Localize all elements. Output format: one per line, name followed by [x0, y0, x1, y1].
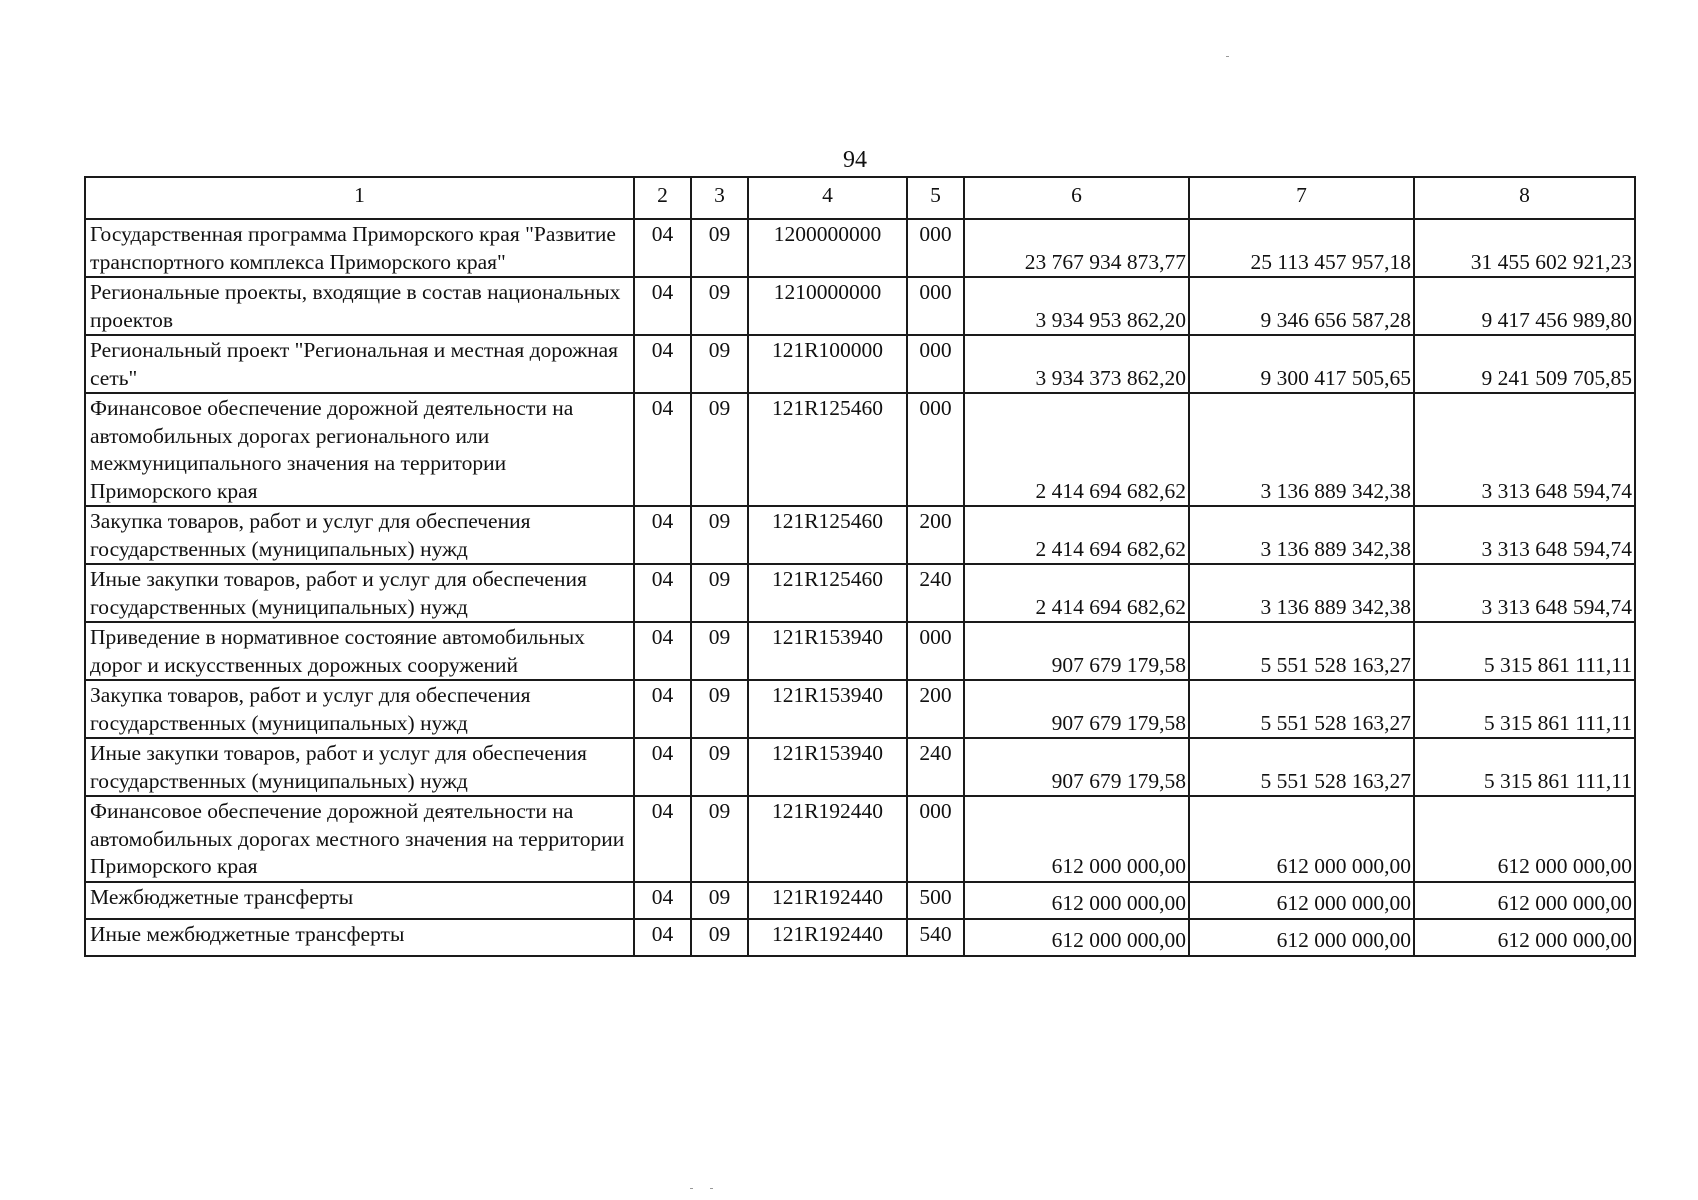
code-c4: 1210000000 [748, 277, 907, 335]
code-c4: 121R125460 [748, 564, 907, 622]
budget-table [84, 176, 1636, 957]
table-row [85, 564, 1635, 622]
table-row [85, 393, 1635, 506]
code-c2: 04 [634, 622, 691, 680]
amount-c6: 2 414 694 682,62 [964, 506, 1189, 564]
code-c3: 09 [691, 796, 748, 882]
amount-c7: 25 113 457 957,18 [1189, 219, 1414, 277]
table-row [85, 882, 1635, 919]
code-c3: 09 [691, 506, 748, 564]
code-c2: 04 [634, 680, 691, 738]
amount-c6: 3 934 373 862,20 [964, 335, 1189, 393]
page-number: 94 [843, 147, 867, 173]
amount-c8: 3 313 648 594,74 [1414, 393, 1635, 506]
scan-speck [710, 1188, 713, 1189]
code-c3: 09 [691, 882, 748, 919]
amount-c6: 23 767 934 873,77 [964, 219, 1189, 277]
header-cell: 3 [691, 177, 748, 219]
amount-c7: 612 000 000,00 [1189, 919, 1414, 956]
code-c3: 09 [691, 680, 748, 738]
scan-speck [1226, 56, 1229, 57]
code-c5: 000 [907, 335, 964, 393]
code-c2: 04 [634, 919, 691, 956]
row-name: Финансовое обеспечение дорожной деятельности на автомобильных дорогах регионального или межмуниципального значения на территории Приморского края [85, 393, 634, 506]
amount-c8: 3 313 648 594,74 [1414, 506, 1635, 564]
code-c4: 121R125460 [748, 393, 907, 506]
row-name: Региональные проекты, входящие в состав национальных проектов [85, 277, 634, 335]
header-cell: 8 [1414, 177, 1635, 219]
code-c3: 09 [691, 335, 748, 393]
amount-c8: 612 000 000,00 [1414, 882, 1635, 919]
amount-c7: 3 136 889 342,38 [1189, 506, 1414, 564]
row-name: Иные межбюджетные трансферты [85, 919, 634, 956]
code-c3: 09 [691, 919, 748, 956]
code-c5: 500 [907, 882, 964, 919]
code-c4: 121R192440 [748, 919, 907, 956]
code-c4: 1200000000 [748, 219, 907, 277]
header-cell: 5 [907, 177, 964, 219]
row-name: Межбюджетные трансферты [85, 882, 634, 919]
code-c3: 09 [691, 393, 748, 506]
table-row [85, 506, 1635, 564]
code-c3: 09 [691, 622, 748, 680]
amount-c8: 5 315 861 111,11 [1414, 738, 1635, 796]
code-c4: 121R192440 [748, 882, 907, 919]
code-c2: 04 [634, 564, 691, 622]
amount-c8: 5 315 861 111,11 [1414, 680, 1635, 738]
amount-c8: 9 417 456 989,80 [1414, 277, 1635, 335]
table-row [85, 277, 1635, 335]
header-cell: 2 [634, 177, 691, 219]
code-c4: 121R125460 [748, 506, 907, 564]
amount-c6: 612 000 000,00 [964, 882, 1189, 919]
amount-c6: 907 679 179,58 [964, 622, 1189, 680]
code-c4: 121R100000 [748, 335, 907, 393]
amount-c6: 907 679 179,58 [964, 738, 1189, 796]
amount-c7: 612 000 000,00 [1189, 882, 1414, 919]
row-name: Финансовое обеспечение дорожной деятельности на автомобильных дорогах местного значения на территории Приморского края [85, 796, 634, 882]
row-name: Иные закупки товаров, работ и услуг для обеспечения государственных (муниципальных) нужд [85, 564, 634, 622]
amount-c7: 5 551 528 163,27 [1189, 680, 1414, 738]
code-c5: 240 [907, 738, 964, 796]
code-c3: 09 [691, 564, 748, 622]
code-c4: 121R192440 [748, 796, 907, 882]
code-c4: 121R153940 [748, 622, 907, 680]
table-row [85, 335, 1635, 393]
code-c5: 000 [907, 277, 964, 335]
row-name: Региональный проект "Региональная и местная дорожная сеть" [85, 335, 634, 393]
code-c5: 000 [907, 393, 964, 506]
code-c5: 000 [907, 622, 964, 680]
code-c4: 121R153940 [748, 680, 907, 738]
amount-c6: 3 934 953 862,20 [964, 277, 1189, 335]
code-c2: 04 [634, 277, 691, 335]
amount-c6: 907 679 179,58 [964, 680, 1189, 738]
amount-c7: 612 000 000,00 [1189, 796, 1414, 882]
code-c3: 09 [691, 219, 748, 277]
amount-c7: 9 346 656 587,28 [1189, 277, 1414, 335]
scan-speck [690, 1188, 693, 1189]
amount-c7: 3 136 889 342,38 [1189, 393, 1414, 506]
code-c2: 04 [634, 738, 691, 796]
row-name: Приведение в нормативное состояние автомобильных дорог и искусственных дорожных сооружений [85, 622, 634, 680]
amount-c8: 31 455 602 921,23 [1414, 219, 1635, 277]
amount-c8: 612 000 000,00 [1414, 919, 1635, 956]
table-row [85, 919, 1635, 956]
header-cell: 4 [748, 177, 907, 219]
code-c4: 121R153940 [748, 738, 907, 796]
code-c3: 09 [691, 738, 748, 796]
header-row [85, 177, 1635, 219]
code-c3: 09 [691, 277, 748, 335]
amount-c6: 612 000 000,00 [964, 796, 1189, 882]
row-name: Иные закупки товаров, работ и услуг для обеспечения государственных (муниципальных) нужд [85, 738, 634, 796]
code-c5: 200 [907, 680, 964, 738]
table-row [85, 219, 1635, 277]
header-cell: 6 [964, 177, 1189, 219]
code-c5: 540 [907, 919, 964, 956]
amount-c7: 9 300 417 505,65 [1189, 335, 1414, 393]
amount-c8: 3 313 648 594,74 [1414, 564, 1635, 622]
code-c2: 04 [634, 219, 691, 277]
code-c5: 240 [907, 564, 964, 622]
table-row [85, 796, 1635, 882]
amount-c6: 612 000 000,00 [964, 919, 1189, 956]
code-c5: 200 [907, 506, 964, 564]
amount-c8: 9 241 509 705,85 [1414, 335, 1635, 393]
amount-c7: 5 551 528 163,27 [1189, 738, 1414, 796]
row-name: Закупка товаров, работ и услуг для обеспечения государственных (муниципальных) нужд [85, 506, 634, 564]
code-c2: 04 [634, 393, 691, 506]
header-cell: 1 [85, 177, 634, 219]
amount-c6: 2 414 694 682,62 [964, 393, 1189, 506]
amount-c6: 2 414 694 682,62 [964, 564, 1189, 622]
code-c5: 000 [907, 219, 964, 277]
amount-c7: 3 136 889 342,38 [1189, 564, 1414, 622]
table-row [85, 622, 1635, 680]
code-c2: 04 [634, 796, 691, 882]
code-c2: 04 [634, 506, 691, 564]
code-c2: 04 [634, 882, 691, 919]
amount-c8: 612 000 000,00 [1414, 796, 1635, 882]
table-row [85, 680, 1635, 738]
amount-c8: 5 315 861 111,11 [1414, 622, 1635, 680]
table-row [85, 738, 1635, 796]
code-c5: 000 [907, 796, 964, 882]
row-name: Закупка товаров, работ и услуг для обеспечения государственных (муниципальных) нужд [85, 680, 634, 738]
row-name: Государственная программа Приморского края "Развитие транспортного комплекса Приморского края" [85, 219, 634, 277]
header-cell: 7 [1189, 177, 1414, 219]
code-c2: 04 [634, 335, 691, 393]
amount-c7: 5 551 528 163,27 [1189, 622, 1414, 680]
